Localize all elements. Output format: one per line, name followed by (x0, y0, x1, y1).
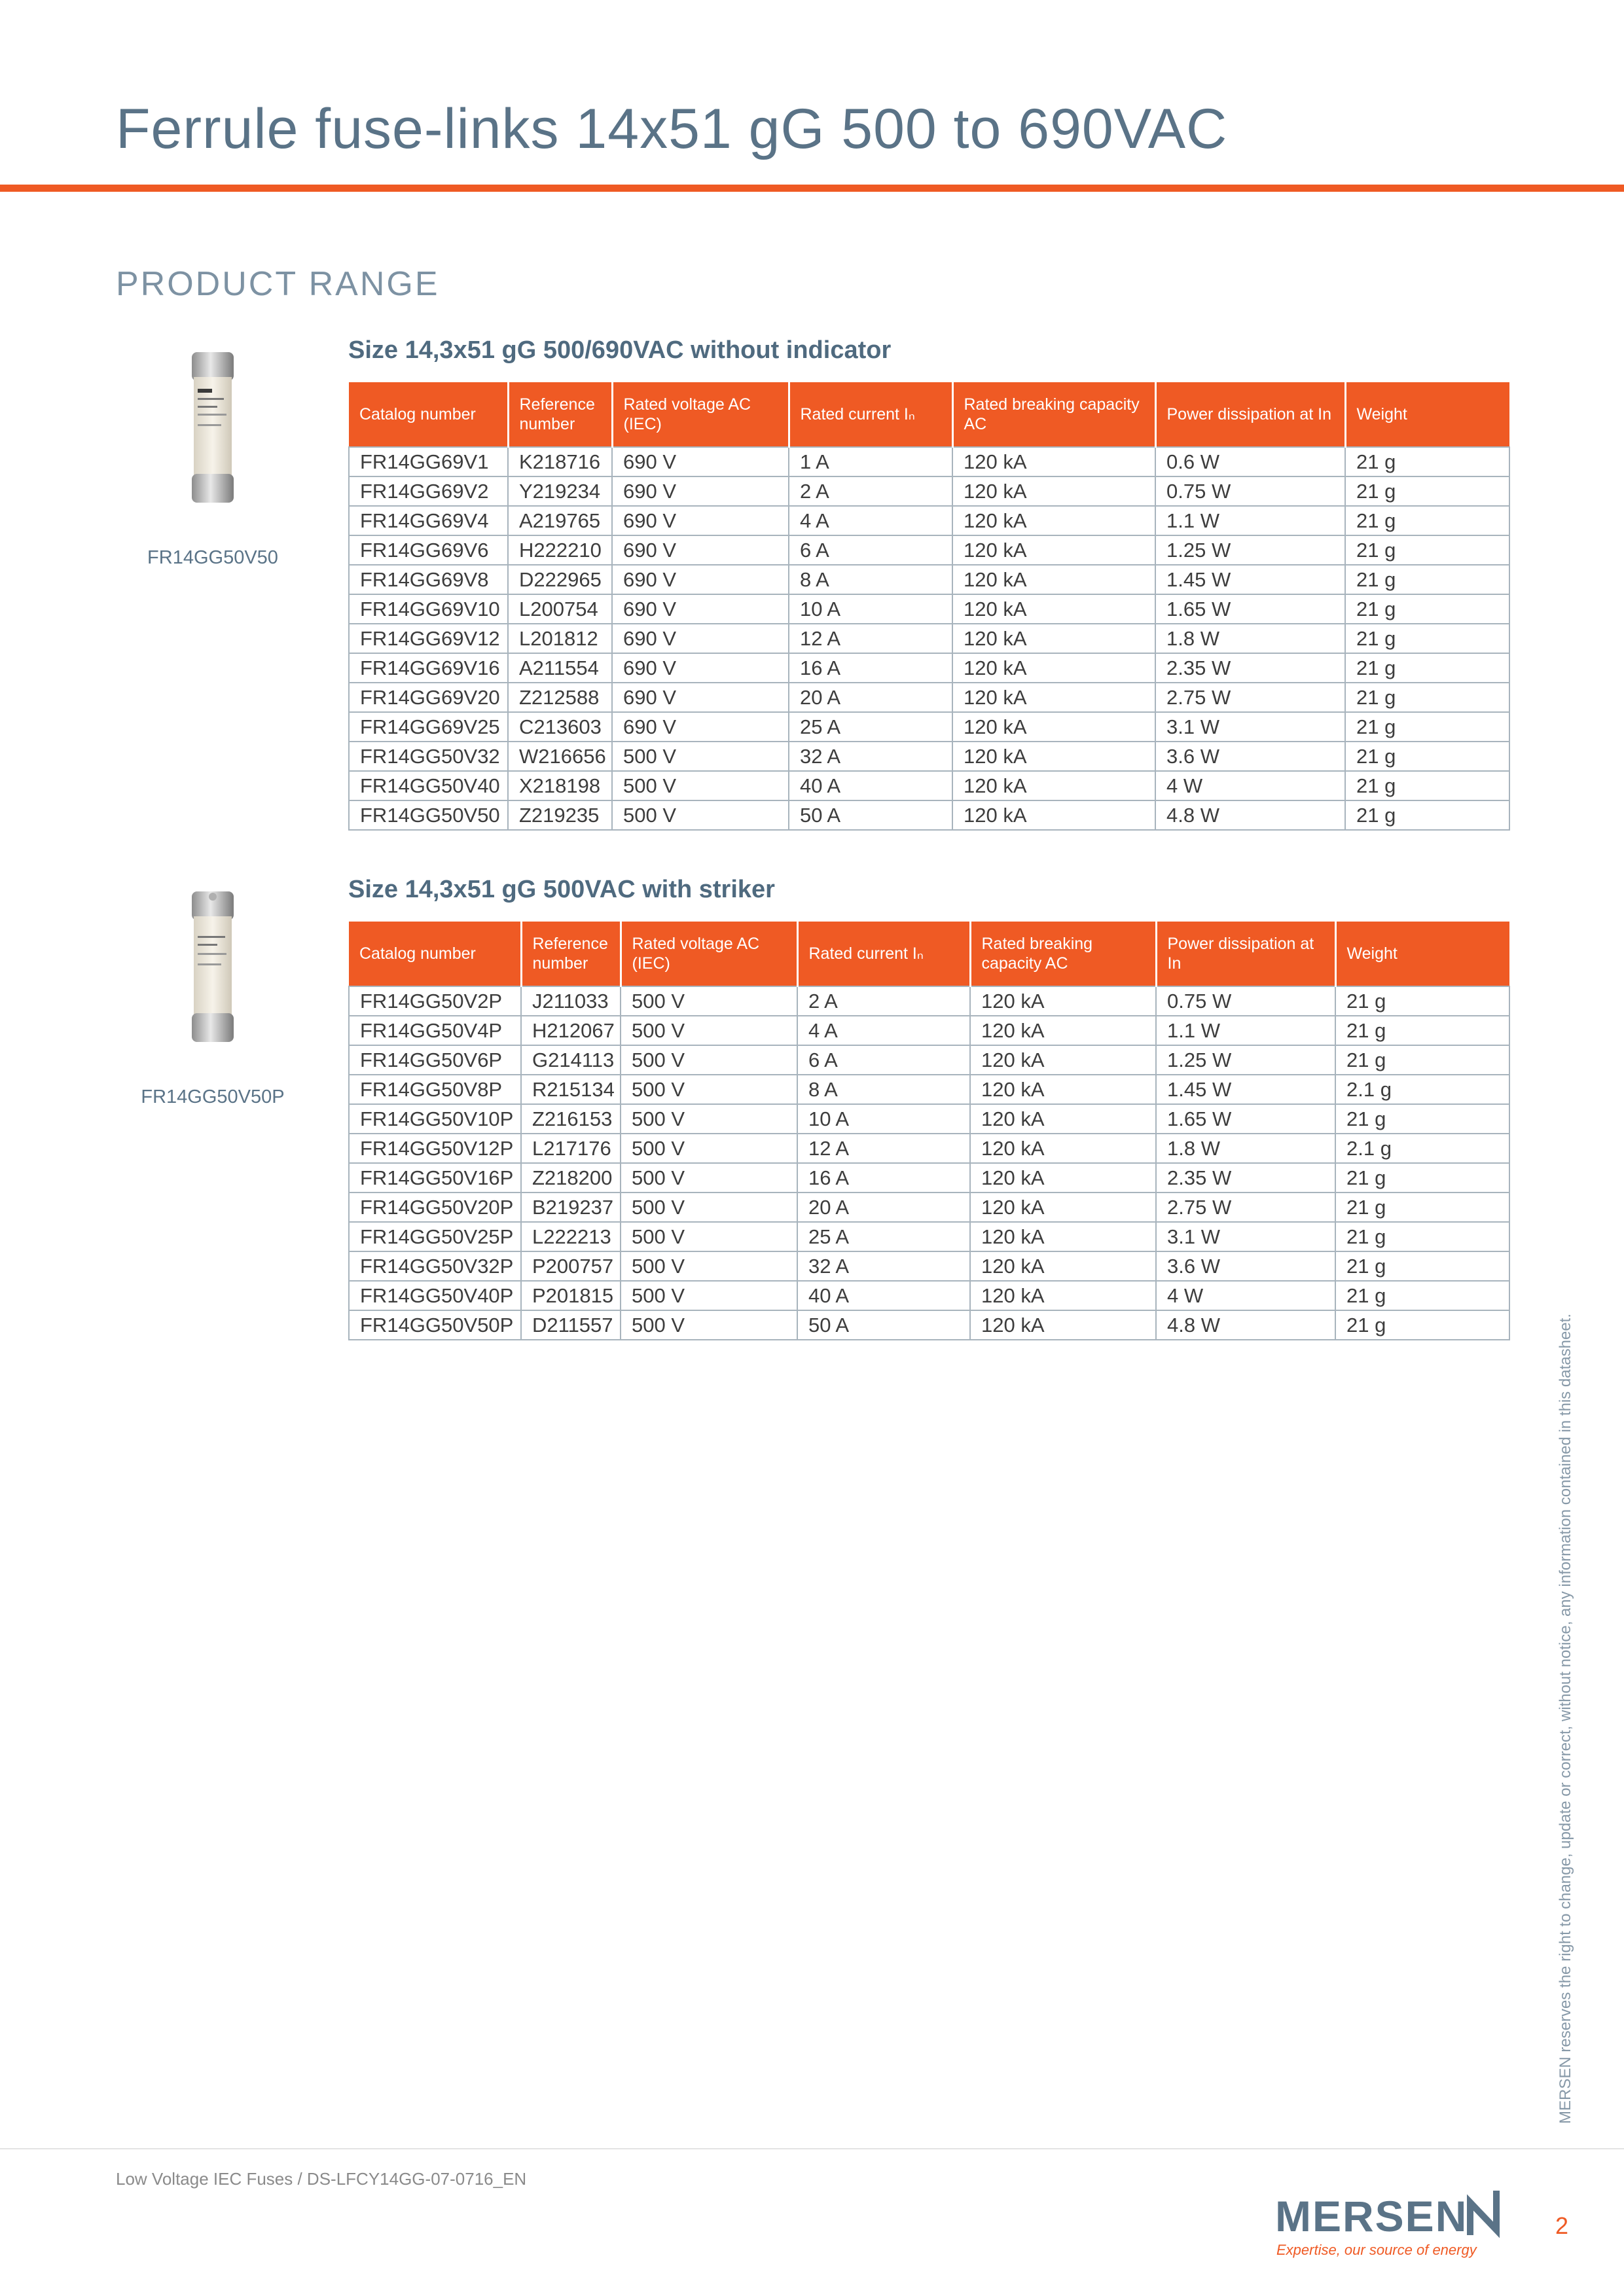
table-cell: 120 kA (952, 683, 1155, 712)
table-cell: 4 W (1156, 1281, 1335, 1310)
table-cell: 500 V (621, 1281, 797, 1310)
page-title: Ferrule fuse-links 14x51 gG 500 to 690VAC (116, 98, 1228, 160)
table-cell: 21 g (1335, 1222, 1509, 1251)
disclaimer-note: MERSEN reserves the right to change, update or correct, without notice, any information contained in this datasheet. (1557, 1313, 1574, 2124)
table-row (349, 1045, 1509, 1075)
table-cell: 120 kA (970, 986, 1156, 1016)
table-cell: 690 V (612, 624, 789, 653)
table-cell: 21 g (1345, 476, 1509, 506)
table-cell: 2.35 W (1155, 653, 1345, 683)
table-cell: 120 kA (952, 771, 1155, 800)
table-cell: FR14GG50V50P (349, 1310, 521, 1340)
title-divider (0, 185, 1624, 192)
table-cell: 500 V (621, 1104, 797, 1134)
table-cell: 2.1 g (1335, 1075, 1509, 1104)
table-row (349, 1163, 1509, 1193)
table-cell: FR14GG69V6 (349, 535, 508, 565)
table-cell: Z212588 (508, 683, 612, 712)
table-cell: 1.8 W (1156, 1134, 1335, 1163)
table-cell: FR14GG69V12 (349, 624, 508, 653)
table-cell: FR14GG50V4P (349, 1016, 521, 1045)
table-cell: 500 V (621, 986, 797, 1016)
table-cell: 50 A (789, 800, 952, 830)
product-caption: FR14GG50V50P (141, 1086, 285, 1107)
column-header: Rated voltage AC (IEC) (621, 922, 797, 986)
table-cell: 120 kA (952, 800, 1155, 830)
table-cell: 690 V (612, 535, 789, 565)
table-cell: 8 A (789, 565, 952, 594)
table-cell: 500 V (612, 800, 789, 830)
table-cell: 120 kA (970, 1045, 1156, 1075)
table-cell: 120 kA (970, 1016, 1156, 1045)
table-cell: 690 V (612, 653, 789, 683)
table-cell: FR14GG69V4 (349, 506, 508, 535)
table-row (349, 1193, 1509, 1222)
table-cell: B219237 (521, 1193, 621, 1222)
table-cell: Z216153 (521, 1104, 621, 1134)
table-row (349, 1104, 1509, 1134)
table-cell: 21 g (1345, 771, 1509, 800)
column-header: Power dissipation at In (1156, 922, 1335, 986)
table-cell: 21 g (1335, 1193, 1509, 1222)
product-table-with-striker (348, 922, 1510, 1340)
table-cell: 21 g (1345, 594, 1509, 624)
table-row (349, 712, 1509, 742)
table-cell: 1.25 W (1155, 535, 1345, 565)
table-row (349, 800, 1509, 830)
svg-text:Expertise, our source of energ: Expertise, our source of energy (1276, 2242, 1477, 2258)
table-title: Size 14,3x51 gG 500/690VAC without indicator (348, 336, 892, 364)
table-cell: FR14GG69V16 (349, 653, 508, 683)
table-cell: 120 kA (952, 742, 1155, 771)
table-cell: 4 W (1155, 771, 1345, 800)
table-cell: 1 A (789, 447, 952, 476)
table-cell: FR14GG50V10P (349, 1104, 521, 1134)
table-cell: 120 kA (952, 624, 1155, 653)
table-cell: 12 A (797, 1134, 970, 1163)
table-row (349, 742, 1509, 771)
column-header: Rated voltage AC (IEC) (612, 382, 789, 447)
table-cell: G214113 (521, 1045, 621, 1075)
footer-document-reference: Low Voltage IEC Fuses / DS-LFCY14GG-07-0716_EN (116, 2169, 527, 2189)
table-cell: 1.65 W (1156, 1104, 1335, 1134)
table-cell: 6 A (797, 1045, 970, 1075)
table-cell: R215134 (521, 1075, 621, 1104)
column-header: Rated current Iₙ (797, 922, 970, 986)
table-row (349, 476, 1509, 506)
table-cell: 690 V (612, 506, 789, 535)
table-cell: 20 A (797, 1193, 970, 1222)
table-cell: 21 g (1345, 624, 1509, 653)
table-cell: 120 kA (952, 565, 1155, 594)
table-cell: 1.8 W (1155, 624, 1345, 653)
table-cell: 120 kA (970, 1251, 1156, 1281)
table-cell: 3.1 W (1156, 1222, 1335, 1251)
table-cell: 21 g (1335, 1163, 1509, 1193)
table-cell: 21 g (1335, 986, 1509, 1016)
table-cell: FR14GG50V40 (349, 771, 508, 800)
table-row (349, 1075, 1509, 1104)
table-cell: 500 V (621, 1222, 797, 1251)
column-header: Rated breaking capacity AC (970, 922, 1156, 986)
table-cell: Z219235 (508, 800, 612, 830)
table-row (349, 771, 1509, 800)
table-cell: 21 g (1335, 1310, 1509, 1340)
table-cell: 120 kA (970, 1193, 1156, 1222)
table-cell: 120 kA (952, 506, 1155, 535)
table-cell: L200754 (508, 594, 612, 624)
table-cell: L222213 (521, 1222, 621, 1251)
table-cell: 40 A (797, 1281, 970, 1310)
table-cell: C213603 (508, 712, 612, 742)
table-cell: 500 V (621, 1045, 797, 1075)
table-cell: L217176 (521, 1134, 621, 1163)
table-cell: 120 kA (952, 712, 1155, 742)
table-cell: 50 A (797, 1310, 970, 1340)
table-row (349, 683, 1509, 712)
table-cell: 16 A (789, 653, 952, 683)
table-cell: 40 A (789, 771, 952, 800)
table-cell: 0.6 W (1155, 447, 1345, 476)
table-cell: 3.6 W (1156, 1251, 1335, 1281)
table-cell: W216656 (508, 742, 612, 771)
table-cell: 10 A (789, 594, 952, 624)
table-cell: Y219234 (508, 476, 612, 506)
table-cell: 120 kA (970, 1281, 1156, 1310)
table-cell: 21 g (1345, 535, 1509, 565)
table-cell: FR14GG50V16P (349, 1163, 521, 1193)
column-header: Reference number (508, 382, 612, 447)
table-cell: FR14GG69V25 (349, 712, 508, 742)
table-cell: 20 A (789, 683, 952, 712)
table-cell: 3.1 W (1155, 712, 1345, 742)
table-cell: 500 V (621, 1016, 797, 1045)
table-cell: 120 kA (952, 653, 1155, 683)
table-cell: 25 A (797, 1222, 970, 1251)
table-cell: 0.75 W (1156, 986, 1335, 1016)
table-cell: 1.65 W (1155, 594, 1345, 624)
product-caption: FR14GG50V50 (147, 547, 278, 568)
fuse-striker-product-image (191, 890, 234, 1043)
table-cell: 2.1 g (1335, 1134, 1509, 1163)
table-cell: K218716 (508, 447, 612, 476)
table-cell: 25 A (789, 712, 952, 742)
table-cell: P201815 (521, 1281, 621, 1310)
table-cell: 32 A (789, 742, 952, 771)
table-cell: FR14GG69V1 (349, 447, 508, 476)
table-row (349, 624, 1509, 653)
table-cell: FR14GG69V8 (349, 565, 508, 594)
table-cell: 21 g (1345, 742, 1509, 771)
table-cell: FR14GG69V20 (349, 683, 508, 712)
table-cell: 21 g (1345, 683, 1509, 712)
table-cell: FR14GG50V50 (349, 800, 508, 830)
table-cell: D222965 (508, 565, 612, 594)
table-cell: 120 kA (970, 1134, 1156, 1163)
table-cell: 0.75 W (1155, 476, 1345, 506)
table-cell: 4 A (789, 506, 952, 535)
table-row (349, 506, 1509, 535)
page-number: 2 (1555, 2212, 1569, 2239)
table-row (349, 1281, 1509, 1310)
table-cell: 21 g (1345, 506, 1509, 535)
table-cell: 1.45 W (1156, 1075, 1335, 1104)
table-row (349, 653, 1509, 683)
column-header: Weight (1345, 382, 1509, 447)
table-cell: 500 V (621, 1163, 797, 1193)
column-header: Reference number (521, 922, 621, 986)
table-cell: 1.45 W (1155, 565, 1345, 594)
table-cell: 21 g (1335, 1251, 1509, 1281)
mersen-logo (1274, 2189, 1509, 2261)
section-heading: PRODUCT RANGE (116, 265, 440, 303)
column-header: Rated breaking capacity AC (952, 382, 1155, 447)
table-cell: 21 g (1345, 712, 1509, 742)
table-cell: A211554 (508, 653, 612, 683)
table-cell: 120 kA (952, 476, 1155, 506)
column-header: Rated current Iₙ (789, 382, 952, 447)
table-cell: 500 V (612, 742, 789, 771)
table-cell: FR14GG50V32 (349, 742, 508, 771)
table-cell: FR14GG69V2 (349, 476, 508, 506)
table-cell: 120 kA (952, 594, 1155, 624)
table-cell: 120 kA (970, 1222, 1156, 1251)
table-cell: FR14GG50V12P (349, 1134, 521, 1163)
table-cell: 21 g (1345, 447, 1509, 476)
table-cell: 21 g (1345, 565, 1509, 594)
table-cell: H222210 (508, 535, 612, 565)
table-cell: 500 V (621, 1310, 797, 1340)
table-cell: 120 kA (970, 1310, 1156, 1340)
table-cell: 690 V (612, 476, 789, 506)
table-row (349, 565, 1509, 594)
table-cell: 500 V (621, 1193, 797, 1222)
table-cell: 21 g (1345, 800, 1509, 830)
table-title: Size 14,3x51 gG 500VAC with striker (348, 876, 775, 903)
table-cell: 32 A (797, 1251, 970, 1281)
product-table-without-indicator (348, 382, 1510, 831)
table-cell: 500 V (612, 771, 789, 800)
table-cell: 12 A (789, 624, 952, 653)
table-cell: FR14GG50V32P (349, 1251, 521, 1281)
table-row (349, 1134, 1509, 1163)
table-cell: FR14GG50V25P (349, 1222, 521, 1251)
table-cell: 690 V (612, 565, 789, 594)
table-cell: 500 V (621, 1134, 797, 1163)
table-row (349, 594, 1509, 624)
table-cell: 2 A (789, 476, 952, 506)
table-cell: 690 V (612, 447, 789, 476)
table-cell: 16 A (797, 1163, 970, 1193)
table-cell: 120 kA (970, 1104, 1156, 1134)
table-row (349, 1222, 1509, 1251)
table-cell: 21 g (1335, 1016, 1509, 1045)
table-cell: 1.1 W (1156, 1016, 1335, 1045)
table-cell: 120 kA (970, 1075, 1156, 1104)
table-cell: 6 A (789, 535, 952, 565)
table-cell: 21 g (1335, 1045, 1509, 1075)
table-cell: 21 g (1345, 653, 1509, 683)
table-row (349, 986, 1509, 1016)
table-cell: 2.35 W (1156, 1163, 1335, 1193)
table-cell: X218198 (508, 771, 612, 800)
table-cell: H212067 (521, 1016, 621, 1045)
fuse-product-image (191, 351, 234, 504)
table-cell: 120 kA (952, 447, 1155, 476)
table-cell: FR14GG50V8P (349, 1075, 521, 1104)
column-header: Power dissipation at In (1155, 382, 1345, 447)
table-cell: A219765 (508, 506, 612, 535)
table-cell: 8 A (797, 1075, 970, 1104)
table-cell: Z218200 (521, 1163, 621, 1193)
table-cell: J211033 (521, 986, 621, 1016)
table-cell: P200757 (521, 1251, 621, 1281)
table-cell: 4.8 W (1155, 800, 1345, 830)
table-cell: 120 kA (952, 535, 1155, 565)
table-cell: FR14GG69V10 (349, 594, 508, 624)
table-row (349, 1016, 1509, 1045)
table-cell: 120 kA (970, 1163, 1156, 1193)
table-cell: 2 A (797, 986, 970, 1016)
footer-divider (0, 2148, 1624, 2149)
table-row (349, 1251, 1509, 1281)
table-cell: FR14GG50V40P (349, 1281, 521, 1310)
table-cell: FR14GG50V20P (349, 1193, 521, 1222)
table-cell: FR14GG50V6P (349, 1045, 521, 1075)
table-cell: 690 V (612, 594, 789, 624)
table-row (349, 447, 1509, 476)
table-cell: 3.6 W (1155, 742, 1345, 771)
table-cell: 500 V (621, 1251, 797, 1281)
table-cell: 2.75 W (1155, 683, 1345, 712)
table-cell: 4 A (797, 1016, 970, 1045)
table-cell: 4.8 W (1156, 1310, 1335, 1340)
table-cell: 500 V (621, 1075, 797, 1104)
table-row (349, 1310, 1509, 1340)
table-cell: 690 V (612, 712, 789, 742)
table-cell: L201812 (508, 624, 612, 653)
table-cell: 21 g (1335, 1281, 1509, 1310)
table-cell: FR14GG50V2P (349, 986, 521, 1016)
table-row (349, 535, 1509, 565)
table-cell: 1.1 W (1155, 506, 1345, 535)
table-cell: 21 g (1335, 1104, 1509, 1134)
table-cell: 690 V (612, 683, 789, 712)
table-cell: D211557 (521, 1310, 621, 1340)
column-header: Catalog number (349, 382, 508, 447)
column-header: Catalog number (349, 922, 521, 986)
table-cell: 1.25 W (1156, 1045, 1335, 1075)
table-cell: 2.75 W (1156, 1193, 1335, 1222)
column-header: Weight (1335, 922, 1509, 986)
svg-text:MERSEN: MERSEN (1275, 2192, 1468, 2240)
table-cell: 10 A (797, 1104, 970, 1134)
